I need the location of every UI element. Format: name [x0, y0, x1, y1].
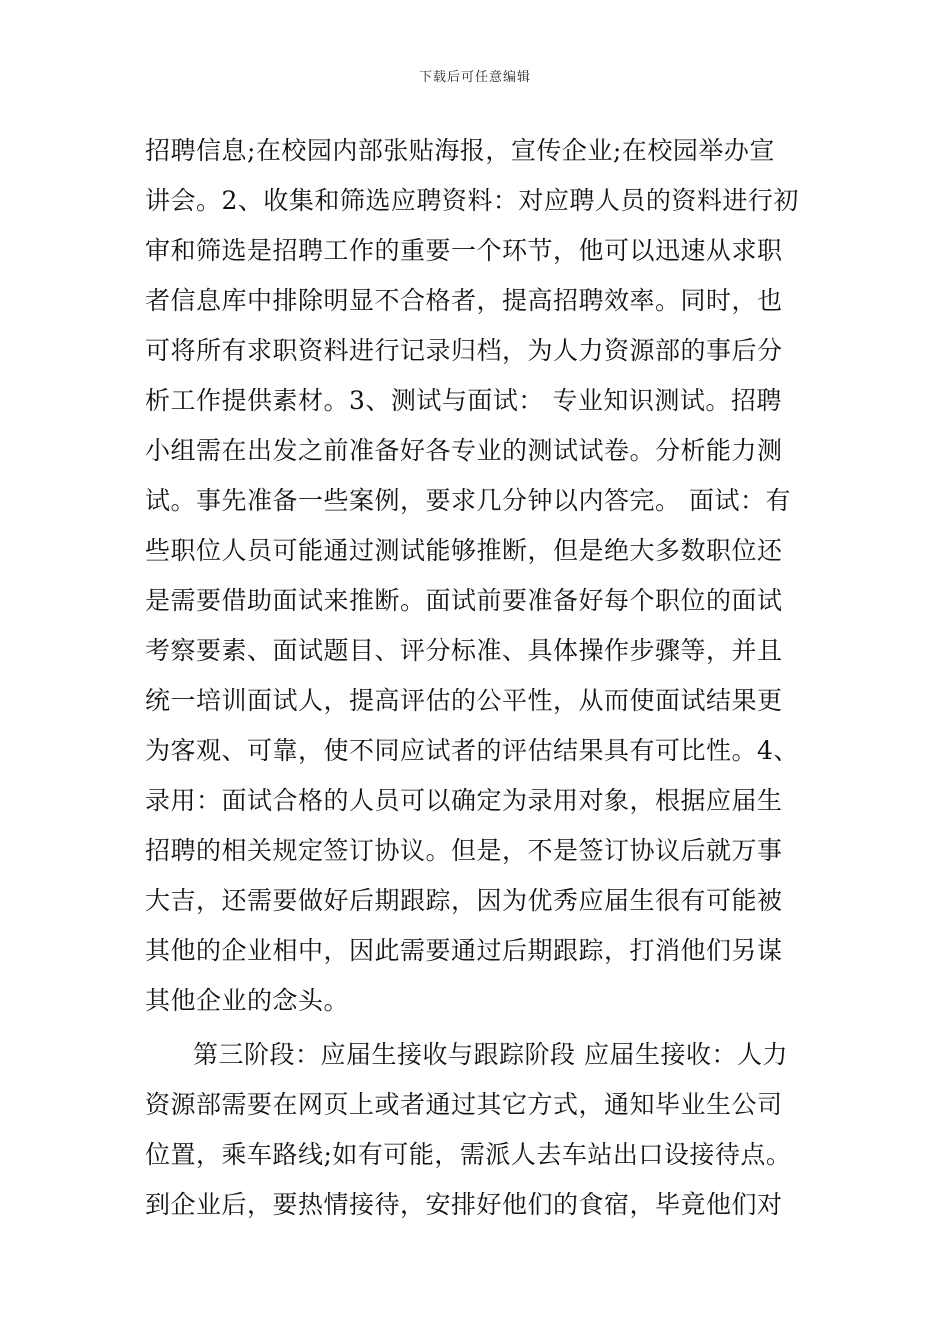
text-line: 位置，乘车路线;如有可能，需派人去车站出口设接待点。	[145, 1140, 792, 1169]
text-line: 讲会。2、收集和筛选应聘资料：对应聘人员的资料进行初	[145, 186, 799, 215]
text-line: 资源部需要在网页上或者通过其它方式，通知毕业生公司	[145, 1090, 783, 1119]
text-line: 到企业后，要热情接待，安排好他们的食宿，毕竟他们对	[145, 1190, 783, 1219]
text-line: 试。事先准备一些案例，要求几分钟以内答完。 面试：有	[145, 486, 791, 515]
document-body	[145, 126, 809, 1230]
text-line: 考察要素、面试题目、评分标准、具体操作步骤等，并且	[145, 636, 783, 665]
text-line: 审和筛选是招聘工作的重要一个环节，他可以迅速从求职	[145, 236, 783, 265]
page-header: 下载后可任意编辑	[418, 70, 531, 85]
paragraph-2	[145, 1030, 809, 1230]
text-line: 招聘的相关规定签订协议。但是，不是签订协议后就万事	[145, 836, 783, 865]
text-line: 招聘信息;在校园内部张贴海报，宣传企业;在校园举办宣	[145, 136, 775, 165]
text-line: 可将所有求职资料进行记录归档，为人力资源部的事后分	[145, 336, 783, 365]
text-line: 析工作提供素材。3、测试与面试： 专业知识测试。招聘	[145, 386, 782, 415]
paragraph-1	[145, 126, 809, 1026]
text-line: 录用：面试合格的人员可以确定为录用对象，根据应届生	[145, 786, 783, 815]
text-line: 是需要借助面试来推断。面试前要准备好每个职位的面试	[145, 586, 783, 615]
text-line: 大吉，还需要做好后期跟踪，因为优秀应届生很有可能被	[145, 886, 783, 915]
text-line: 为客观、可靠，使不同应试者的评估结果具有可比性。4、	[145, 736, 799, 765]
text-line: 者信息库中排除明显不合格者，提高招聘效率。同时，也	[145, 286, 783, 315]
text-line: 小组需在出发之前准备好各专业的测试试卷。分析能力测	[145, 436, 783, 465]
text-line: 其他企业的念头。	[145, 986, 350, 1015]
text-line: 第三阶段：应届生接收与跟踪阶段 应届生接收：人力	[193, 1040, 788, 1069]
text-line: 些职位人员可能通过测试能够推断，但是绝大多数职位还	[145, 536, 783, 565]
text-line: 统一培训面试人，提高评估的公平性，从而使面试结果更	[145, 686, 783, 715]
text-line: 其他的企业相中，因此需要通过后期跟踪，打消他们另谋	[145, 936, 783, 965]
